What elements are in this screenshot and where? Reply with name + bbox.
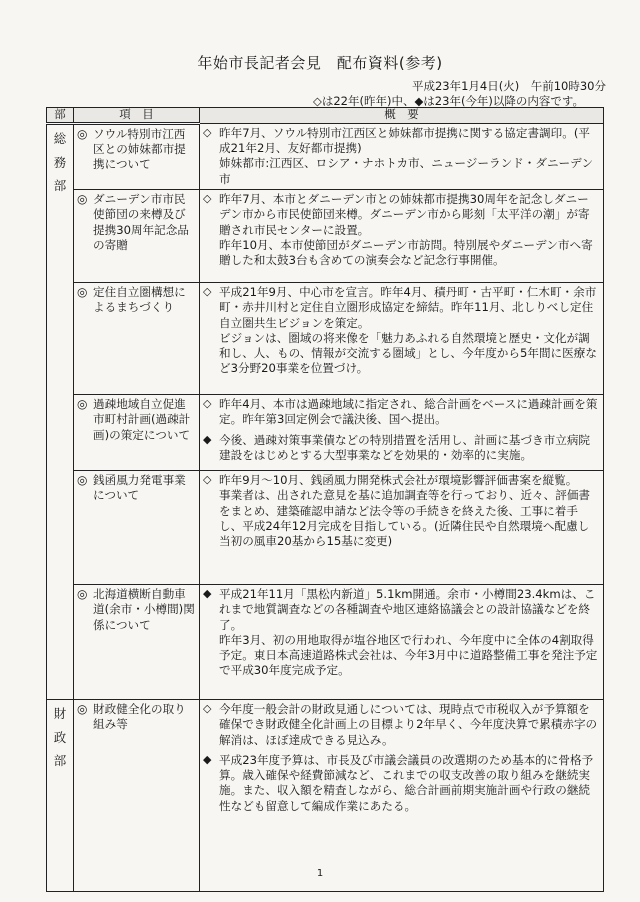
summary-paragraph xyxy=(203,285,600,331)
summary-paragraph xyxy=(203,587,600,633)
summary-paragraph xyxy=(203,238,600,269)
diamond-mark xyxy=(203,633,219,679)
summary-text: 昨年9月～10月、銭函風力開発株式会社が環境影響評価書案を縦覧。 xyxy=(219,472,578,487)
diamond-mark: ◇ xyxy=(203,396,212,410)
double-circle-mark: ◎ xyxy=(77,586,88,601)
item-title: 定住自立圏構想によるまちづくり xyxy=(93,284,186,315)
diamond-mark xyxy=(203,238,219,269)
table-row xyxy=(47,189,604,282)
department-char: 財 xyxy=(53,705,67,721)
summary-text: 今後、過疎対策事業債などの特別措置を活用し、計画に基づき市立病院建設をはじめとする大型事業などを効果的・効率的に実施。 xyxy=(219,432,591,462)
header-item: 項 目 xyxy=(74,108,200,124)
department-cell xyxy=(47,699,74,891)
item-cell xyxy=(74,123,200,189)
table-row xyxy=(47,394,604,470)
double-circle-mark: ◎ xyxy=(77,284,88,299)
department-char: 部 xyxy=(53,178,67,194)
summary-cell xyxy=(200,584,604,699)
summary-text: 平成23年度予算は、市長及び市議会議員の改選期のため基本的に骨格予算。歳入確保や経費節減など、これまでの収支改善の取り組みを継続実施。また、収入額を精査しながら、総合計画前期実施計画や行政の継続性なども留意して編成作業にあたる。 xyxy=(219,752,594,813)
item-title: ダニーデン市市民使節団の来樽及び提携30周年記念品の寄贈 xyxy=(93,191,189,252)
department-char: 務 xyxy=(53,154,67,170)
department-char: 部 xyxy=(53,753,67,769)
document-title: 年始市長記者会見 配布資料(参考) xyxy=(197,54,443,72)
summary-cell xyxy=(200,699,604,891)
summary-paragraph xyxy=(203,702,600,748)
table-row xyxy=(47,699,604,891)
item-title: 北海道横断自動車道(余市・小樽間)関係について xyxy=(93,586,195,632)
double-circle-mark: ◎ xyxy=(77,472,88,487)
filled-diamond-mark: ◆ xyxy=(203,432,212,446)
summary-paragraph xyxy=(203,156,600,187)
header-dept: 部 xyxy=(47,108,74,124)
summary-text: 昨年7月、本市とダニーデン市との姉妹都市提携30周年を記念しダニーデン市から市民使節団来樽。ダニーデン市から彫刻「太平洋の潮」が寄贈され市民センターに設置。 xyxy=(219,191,590,237)
table-row xyxy=(47,282,604,394)
item-cell xyxy=(74,189,200,282)
summary-cell xyxy=(200,123,604,189)
summary-text: 昨年3月、初の用地取得が塩谷地区で行われ、今年度中に全体の4割取得予定。東日本高速道路株式会社は、今年3月中に道路整備工事を発注予定で平成30年度完成予定。 xyxy=(219,632,598,678)
double-circle-mark: ◎ xyxy=(77,701,88,716)
double-circle-mark: ◎ xyxy=(77,126,88,141)
filled-diamond-mark: ◆ xyxy=(203,752,212,766)
briefing-table xyxy=(46,107,604,892)
table-header-row xyxy=(47,108,604,124)
item-title: 財政健全化の取り組み等 xyxy=(93,701,186,732)
summary-paragraph xyxy=(203,126,600,157)
department-char: 政 xyxy=(53,729,67,745)
summary-paragraph xyxy=(203,192,600,238)
diamond-mark: ◇ xyxy=(203,284,212,298)
item-cell xyxy=(74,470,200,584)
summary-cell xyxy=(200,394,604,470)
diamond-mark: ◇ xyxy=(203,191,212,205)
summary-cell xyxy=(200,470,604,584)
table-row xyxy=(47,470,604,584)
summary-text: 今年度一般会計の財政見通しについては、現時点で市税収入が予算額を確保でき財政健全化計画上の目標より2年早く、今年度決算で累積赤字の解消は、ほぼ達成できる見込み。 xyxy=(219,701,598,747)
department-char: 総 xyxy=(53,130,67,146)
summary-text: 平成21年11月「黒松内新道」5.1km開通。余市・小樽間23.4kmは、これまで地質調査などの各種調査や地区連絡協議会との設計協議などを終了。 xyxy=(219,586,596,632)
item-title: ソウル特別市江西区との姉妹都市提携について xyxy=(93,126,186,172)
summary-paragraph xyxy=(203,473,600,488)
summary-text: 姉妹都市:江西区、ロシア・ナホトカ市、ニュージーランド・ダニーデン市 xyxy=(219,156,594,186)
summary-paragraph xyxy=(203,753,600,814)
diamond-mark: ◇ xyxy=(203,472,212,486)
filled-diamond-mark: ◆ xyxy=(203,586,212,600)
summary-text: 昨年10月、本市使節団がダニーデン市訪問。特別展やダニーデン市へ寄贈した和太鼓3台も含めての演奏会など記念行事開催。 xyxy=(219,237,593,268)
summary-text: 平成21年9月、中心市を宣言。昨年4月、積丹町・古平町・仁木町・余市町・赤井川村と定住自立圏形成協定を締結。昨年11月、北しりべし定住自立圏共生ビジョンを策定。 xyxy=(219,284,597,330)
department-cell xyxy=(47,123,74,699)
summary-paragraph xyxy=(203,331,600,377)
legend-note: ◇は22年(昨年)中、◆は23年(今年)以降の内容です。 xyxy=(313,94,584,108)
summary-cell xyxy=(200,189,604,282)
summary-paragraph xyxy=(203,488,600,549)
item-cell xyxy=(74,282,200,394)
diamond-mark xyxy=(203,156,219,187)
summary-text: 昨年7月、ソウル特別市江西区と姉妹都市提携に関する協定書調印。(平成21年2月、友好都市提携) xyxy=(219,125,590,156)
item-cell xyxy=(74,699,200,891)
diamond-mark xyxy=(203,488,219,549)
summary-paragraph xyxy=(203,433,600,464)
summary-paragraph xyxy=(203,633,600,679)
table-row xyxy=(47,584,604,699)
summary-text: ビジョンは、圏域の将来像を「魅力あふれる自然環境と歴史・文化が調和し、人、もの、情報が交流する圏域」とし、今年度から5年間に医療など3分野20事業を位置づけ。 xyxy=(219,330,597,376)
double-circle-mark: ◎ xyxy=(77,191,88,206)
date-time-line: 平成23年1月4日(火) 午前10時30分 xyxy=(411,79,606,93)
diamond-mark xyxy=(203,331,219,377)
item-title: 過疎地域自立促進市町村計画(過疎計画)の策定について xyxy=(93,396,191,442)
summary-text: 事業者は、出された意見を基に追加調査等を行っており、近々、評価書をまとめ、建築確認申請など法令等の手続きを終えた後、工事に着手し、平成24年12月完成を目指している。(近隣住民や自然環境へ配慮し当初の風車20基から15基に変更) xyxy=(219,488,591,549)
item-cell xyxy=(74,584,200,699)
table-row xyxy=(47,123,604,189)
page-number: 1 xyxy=(316,868,324,879)
item-cell xyxy=(74,394,200,470)
diamond-mark: ◇ xyxy=(203,701,212,715)
diamond-mark: ◇ xyxy=(203,125,212,139)
summary-cell xyxy=(200,282,604,394)
item-title: 銭函風力発電事業について xyxy=(93,472,186,503)
summary-text: 昨年4月、本市は過疎地域に指定され、総合計画をベースに過疎計画を策定。昨年第3回定例会で議決後、国へ提出。 xyxy=(219,396,598,427)
header-summary: 概 要 xyxy=(200,108,604,124)
double-circle-mark: ◎ xyxy=(77,396,88,411)
summary-paragraph xyxy=(203,397,600,428)
table-body xyxy=(47,123,604,891)
